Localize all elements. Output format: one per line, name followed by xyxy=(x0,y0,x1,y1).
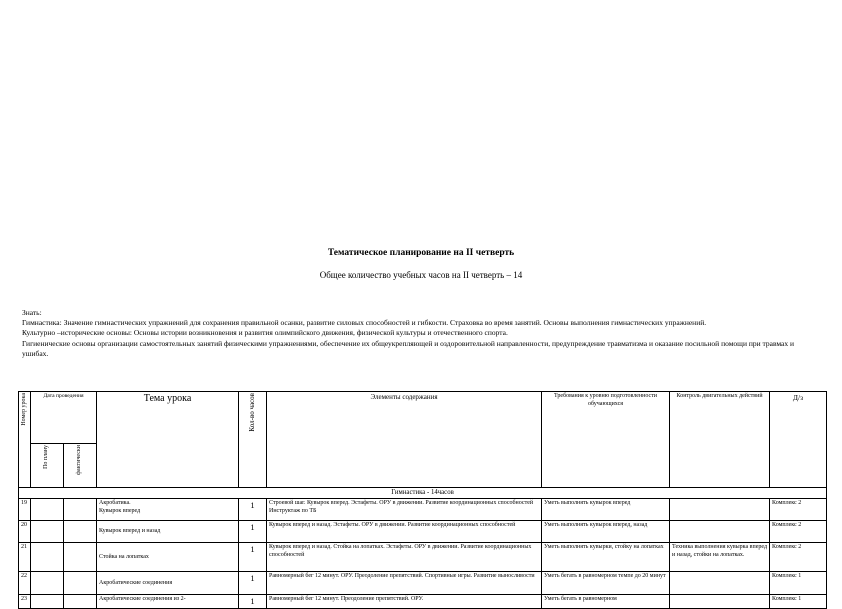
cell-homework: Комплекс 1 xyxy=(770,572,827,595)
cell-control: Техника выполнения кувырка вперед и назад, стойки на лопатках. xyxy=(670,543,770,572)
cell-control xyxy=(670,499,770,521)
intro-line: Культурно –исторические основы: Основы истории возникновения и развития олимпийского движения, физической культуры и отечественного спорта. xyxy=(22,328,508,338)
header-hours: Кол-во часов xyxy=(239,392,267,488)
table-row xyxy=(19,543,827,572)
section-row xyxy=(19,488,827,499)
cell-lesson-no: 23 xyxy=(19,595,31,609)
header-date-plan: По плану xyxy=(31,444,64,488)
header-control: Контроль двигательных действий xyxy=(670,392,770,488)
cell-topic: Кувырок вперед и назад xyxy=(97,521,239,543)
cell-content: Равномерный бег 12 минут. ОРУ. Преодоление препятствий. Спортивные игры. Развитие выносливости xyxy=(267,572,542,595)
header-content: Элементы содержания xyxy=(267,392,542,488)
cell-date-fact xyxy=(64,499,97,521)
cell-date-plan xyxy=(31,543,64,572)
cell-control xyxy=(670,595,770,609)
cell-hours: 1 xyxy=(239,521,267,543)
intro-line: Гимнастика: Значение гимнастических упражнений для сохранения правильной осанки, развитие силовых способностей и гибкости. Страховка во время занятий. Основы выполнения гимнастических упражнений. xyxy=(22,318,707,328)
cell-hours: 1 xyxy=(239,543,267,572)
cell-topic: Акробатика. Кувырок вперед xyxy=(97,499,239,521)
page-subtitle: Общее количество учебных часов на II четверть – 14 xyxy=(319,270,523,280)
table-row xyxy=(19,572,827,595)
cell-content: Кувырок вперед и назад. Стойка на лопатках. Эстафеты. ОРУ в движении. Развитие координационных способностей xyxy=(267,543,542,572)
header-lesson-no: Номер урока xyxy=(19,392,31,488)
cell-date-fact xyxy=(64,543,97,572)
cell-topic: Акробатические соединения из 2- xyxy=(97,595,239,609)
cell-lesson-no: 20 xyxy=(19,521,31,543)
header-date-fact: фактически xyxy=(64,444,97,488)
planning-table xyxy=(18,391,827,609)
intro-line: Гигиенические основы организации самостоятельных занятий физическими упражнениями, обеспечение их общеукрепляющей и оздоровительной направленности, предупреждение травматизма и оказание посильной помощи при травмах и ушибах. xyxy=(22,338,795,358)
cell-date-fact xyxy=(64,521,97,543)
header-homework: Д/з xyxy=(770,392,827,488)
cell-date-fact xyxy=(64,595,97,609)
table-row xyxy=(19,595,827,609)
cell-content: Кувырок вперед и назад. Эстафеты. ОРУ в движении. Развитие координационных способностей xyxy=(267,521,542,543)
header-date-group: Дата проведения xyxy=(31,392,97,444)
cell-content: Строевой шаг. Кувырок вперед. Эстафеты. ОРУ в движении. Развитие координационных способностей Инструктаж по ТБ xyxy=(267,499,542,521)
table-row xyxy=(19,499,827,521)
cell-date-plan xyxy=(31,521,64,543)
cell-homework: Комплекс 2 xyxy=(770,521,827,543)
cell-homework: Комплекс 2 xyxy=(770,543,827,572)
table-row xyxy=(19,521,827,543)
cell-topic: Акробатические соединения xyxy=(97,572,239,595)
cell-content: Равномерный бег 12 минут. Преодоление препятствий. ОРУ. xyxy=(267,595,542,609)
cell-lesson-no: 19 xyxy=(19,499,31,521)
cell-lesson-no: 21 xyxy=(19,543,31,572)
cell-requirements: Уметь выполнять кувырок вперед, назад xyxy=(542,521,670,543)
cell-requirements: Уметь выполнять кувырки, стойку на лопатках xyxy=(542,543,670,572)
cell-control xyxy=(670,521,770,543)
page-title: Тематическое планирование на II четверть xyxy=(327,248,515,258)
cell-requirements: Уметь выполнять кувырок вперед xyxy=(542,499,670,521)
cell-requirements: Уметь бегать в равномерном темпе до 20 минут xyxy=(542,572,670,595)
header-topic: Тема урока xyxy=(97,392,239,488)
cell-homework: Комплекс 2 xyxy=(770,499,827,521)
cell-homework: Комплекс 1 xyxy=(770,595,827,609)
cell-date-plan xyxy=(31,595,64,609)
cell-hours: 1 xyxy=(239,572,267,595)
intro-text xyxy=(22,308,812,359)
cell-hours: 1 xyxy=(239,595,267,609)
intro-line: Знать: xyxy=(22,308,42,317)
cell-requirements: Уметь бегать в равномерном xyxy=(542,595,670,609)
cell-date-fact xyxy=(64,572,97,595)
cell-lesson-no: 22 xyxy=(19,572,31,595)
section-title: Гимнастика - 14часов xyxy=(19,488,827,499)
cell-topic: Стойка на лопатках xyxy=(97,543,239,572)
cell-date-plan xyxy=(31,572,64,595)
cell-control xyxy=(670,572,770,595)
cell-date-plan xyxy=(31,499,64,521)
cell-hours: 1 xyxy=(239,499,267,521)
header-requirements: Требования к уровню подготовленности обучающихся xyxy=(542,392,670,488)
